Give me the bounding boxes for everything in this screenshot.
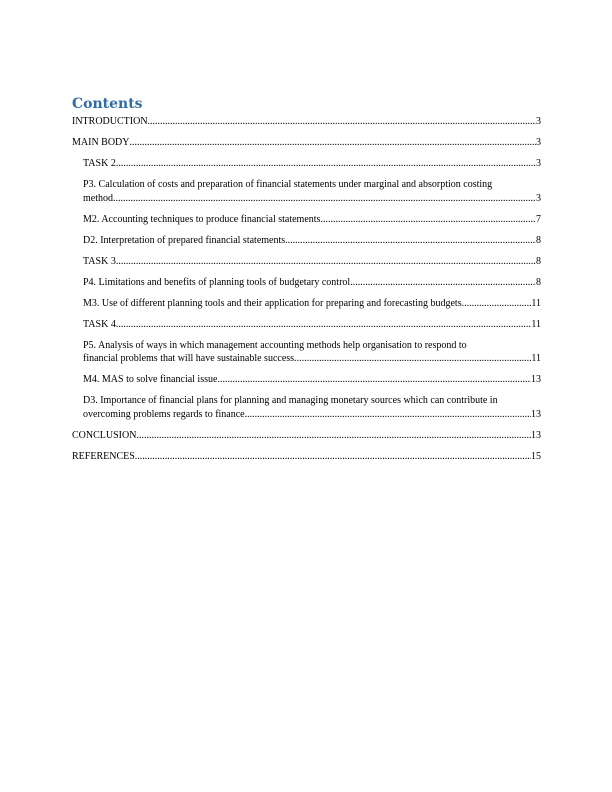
toc-page-number: 3 <box>536 116 541 127</box>
toc-entry-m3[interactable] <box>72 297 541 311</box>
toc-page-number: 15 <box>531 450 541 462</box>
toc-page-number: 3 <box>536 158 541 169</box>
toc-entry-title: TASK 4 <box>83 318 116 330</box>
toc-dot-leader <box>297 352 532 366</box>
toc-entry-title: M2. Accounting techniques to produce financial statements <box>83 213 321 225</box>
toc-dot-leader <box>285 234 536 248</box>
toc-heading: Contents <box>72 96 143 112</box>
toc-page-number: 11 <box>531 297 541 309</box>
toc-entry-title-line1: D3. Importance of financial plans for planning and managing monetary sources which can contribute in <box>83 395 498 406</box>
toc-entry-task-3[interactable] <box>72 255 541 269</box>
table-of-contents <box>72 96 541 471</box>
toc-entry-title: TASK 3 <box>83 255 116 267</box>
toc-dot-leader <box>320 213 536 227</box>
toc-entry-title: D2. Interpretation of prepared financial statements <box>83 234 286 246</box>
toc-entry-title: P4. Limitations and benefits of planning tools of budgetary control <box>83 276 351 288</box>
toc-entry-introduction[interactable] <box>72 115 541 129</box>
toc-page-number: 3 <box>536 137 541 148</box>
toc-dot-leader <box>116 157 536 171</box>
toc-entry-task-2[interactable] <box>72 157 541 171</box>
toc-entry-title: REFERENCES <box>72 450 135 462</box>
toc-entry-p4[interactable] <box>72 276 541 290</box>
toc-dot-leader <box>217 373 531 387</box>
toc-page-number: 7 <box>536 213 541 225</box>
toc-entry-d3[interactable] <box>72 394 541 421</box>
toc-page-number: 11 <box>531 318 541 330</box>
toc-dot-leader <box>116 255 536 269</box>
toc-entry-title: M4. MAS to solve financial issue <box>83 374 218 385</box>
toc-page-number: 8 <box>536 255 541 267</box>
toc-entry-references[interactable] <box>72 450 541 464</box>
toc-page-number: 8 <box>536 234 541 246</box>
toc-entry-title: overcoming problems regards to finance. <box>83 408 248 420</box>
toc-entry-p3[interactable] <box>72 178 541 205</box>
toc-entry-title-line1: P3. Calculation of costs and preparation of financial statements under marginal and absorption costing <box>83 179 493 190</box>
toc-page-number: 13 <box>531 429 541 441</box>
toc-dot-leader <box>247 408 531 422</box>
toc-entry-title: M3. Use of different planning tools and their application for preparing and forecasting budgets. <box>83 297 465 309</box>
toc-dot-leader <box>130 136 537 150</box>
toc-page-number: 8 <box>536 276 541 288</box>
toc-entry-conclusion[interactable] <box>72 429 541 443</box>
toc-page-number: 11 <box>531 353 541 364</box>
toc-entry-title: INTRODUCTION <box>72 116 148 127</box>
toc-dot-leader <box>136 429 531 443</box>
toc-entry-title: financial problems that will have sustainable success. <box>83 353 297 364</box>
toc-dot-leader <box>135 450 531 464</box>
toc-dot-leader <box>350 276 536 290</box>
toc-dot-leader <box>116 318 532 332</box>
toc-entry-title: TASK 2 <box>83 158 116 169</box>
toc-entry-title-line1: P5. Analysis of ways in which management accounting methods help organisation to respond to <box>83 339 467 351</box>
toc-entry-p5[interactable] <box>72 339 541 366</box>
toc-entry-task-4[interactable] <box>72 318 541 332</box>
toc-entry-main-body[interactable] <box>72 136 541 150</box>
toc-dot-leader <box>464 297 531 311</box>
toc-page-number: 3 <box>536 192 541 204</box>
toc-entry-title: CONCLUSION <box>72 429 137 441</box>
toc-entry-title: method <box>83 192 113 204</box>
toc-page-number: 13 <box>531 374 541 385</box>
toc-entry-d2[interactable] <box>72 234 541 248</box>
toc-page-number: 13 <box>531 408 541 420</box>
toc-dot-leader <box>148 115 536 129</box>
toc-dot-leader <box>113 192 536 206</box>
toc-entry-m4[interactable] <box>72 373 541 387</box>
toc-entry-title: MAIN BODY <box>72 137 130 148</box>
toc-entry-m2[interactable] <box>72 213 541 227</box>
